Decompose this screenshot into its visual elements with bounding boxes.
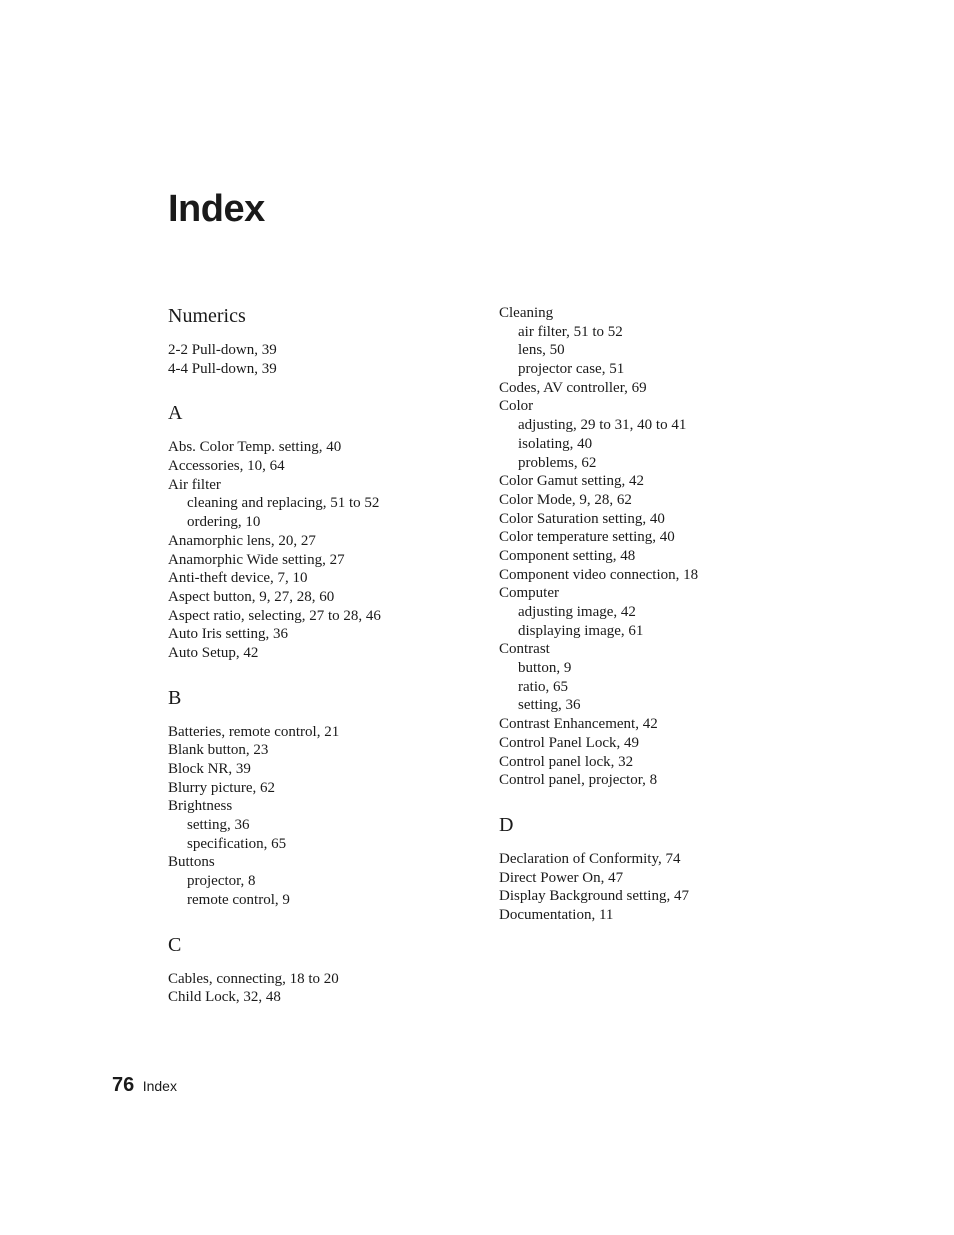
index-subentry: displaying image, 61 xyxy=(518,622,644,639)
section-heading-a: A xyxy=(168,402,183,425)
index-entry: Accessories, 10, 64 xyxy=(168,458,285,475)
index-entry: Blank button, 23 xyxy=(168,742,269,759)
index-entry: Declaration of Conformity, 74 xyxy=(499,850,681,867)
index-subentry: adjusting image, 42 xyxy=(518,604,636,620)
index-entry: Contrast Enhancement, 42 xyxy=(499,716,658,733)
index-entry: Block NR, 39 xyxy=(168,761,251,777)
index-subentry: isolating, 40 xyxy=(518,435,593,452)
index-entry: Cleaning xyxy=(499,305,554,321)
index-entry: Child Lock, 32, 48 xyxy=(168,989,281,1006)
index-entry: 2-2 Pull-down, 39 xyxy=(168,342,277,358)
index-subentry: specification, 65 xyxy=(187,835,287,852)
index-subentry: remote control, 9 xyxy=(187,891,290,908)
index-entry: Anamorphic lens, 20, 27 xyxy=(168,532,316,549)
index-subentry: button, 9 xyxy=(518,660,572,677)
section-heading-c: C xyxy=(168,933,182,956)
index-subentry: problems, 62 xyxy=(518,454,597,471)
index-entry: Control Panel Lock, 49 xyxy=(499,734,639,751)
index-subentry: ratio, 65 xyxy=(518,678,568,695)
index-entry: Aspect ratio, selecting, 27 to 28, 46 xyxy=(168,607,381,624)
footer-label: Index xyxy=(142,1078,177,1094)
index-entry: Color xyxy=(499,398,534,415)
index-subentry: air filter, 51 to 52 xyxy=(518,323,623,340)
index-entry: Control panel lock, 32 xyxy=(499,753,634,770)
index-entry: Buttons xyxy=(168,854,215,871)
page-title: Index xyxy=(168,188,265,230)
index-subentry: lens, 50 xyxy=(518,342,565,359)
index-entry: Color temperature setting, 40 xyxy=(499,529,675,546)
section-heading-b: B xyxy=(168,686,182,709)
index-subentry: adjusting, 29 to 31, 40 to 41 xyxy=(518,417,687,434)
index-entry: Color Saturation setting, 40 xyxy=(499,510,665,527)
index-column-left xyxy=(168,301,468,1007)
index-subentry: projector case, 51 xyxy=(518,361,625,378)
index-entry: Display Background setting, 47 xyxy=(499,888,689,905)
index-entry: Batteries, remote control, 21 xyxy=(168,723,340,740)
index-entry: Direct Power On, 47 xyxy=(499,869,624,886)
index-entry: Anti-theft device, 7, 10 xyxy=(168,570,308,587)
index-entry: Cables, connecting, 18 to 20 xyxy=(168,970,339,987)
index-entry: Abs. Color Temp. setting, 40 xyxy=(168,439,342,456)
index-entry: Codes, AV controller, 69 xyxy=(499,379,647,396)
index-entry: Control panel, projector, 8 xyxy=(499,772,658,789)
index-entry: Contrast xyxy=(499,641,550,658)
index-entry: Component video connection, 18 xyxy=(499,566,699,583)
page-number: 76 xyxy=(112,1074,135,1096)
index-subentry: setting, 36 xyxy=(518,697,581,714)
index-entry: Computer xyxy=(499,585,559,602)
index-entry: Color Mode, 9, 28, 62 xyxy=(499,491,632,508)
index-entry: Blurry picture, 62 xyxy=(168,779,276,796)
index-subentry: setting, 36 xyxy=(187,817,250,834)
index-column-right xyxy=(499,304,799,925)
section-heading-d: D xyxy=(499,813,514,836)
page-footer xyxy=(112,1074,177,1097)
index-entry: Anamorphic Wide setting, 27 xyxy=(168,551,345,568)
index-subentry: ordering, 10 xyxy=(187,514,261,531)
index-subentry: cleaning and replacing, 51 to 52 xyxy=(187,495,380,512)
index-entry: Component setting, 48 xyxy=(499,547,636,564)
index-entry: Auto Iris setting, 36 xyxy=(168,626,288,643)
index-entry: Air filter xyxy=(168,476,221,493)
index-entry: Documentation, 11 xyxy=(499,906,614,923)
index-subentry: projector, 8 xyxy=(187,873,256,890)
index-entry: Auto Setup, 42 xyxy=(168,644,259,661)
index-entry: Color Gamut setting, 42 xyxy=(499,473,644,490)
index-entry: Aspect button, 9, 27, 28, 60 xyxy=(168,588,335,605)
index-entry: 4-4 Pull-down, 39 xyxy=(168,360,277,377)
index-entry: Brightness xyxy=(168,798,233,815)
section-heading-numerics: Numerics xyxy=(168,305,246,327)
